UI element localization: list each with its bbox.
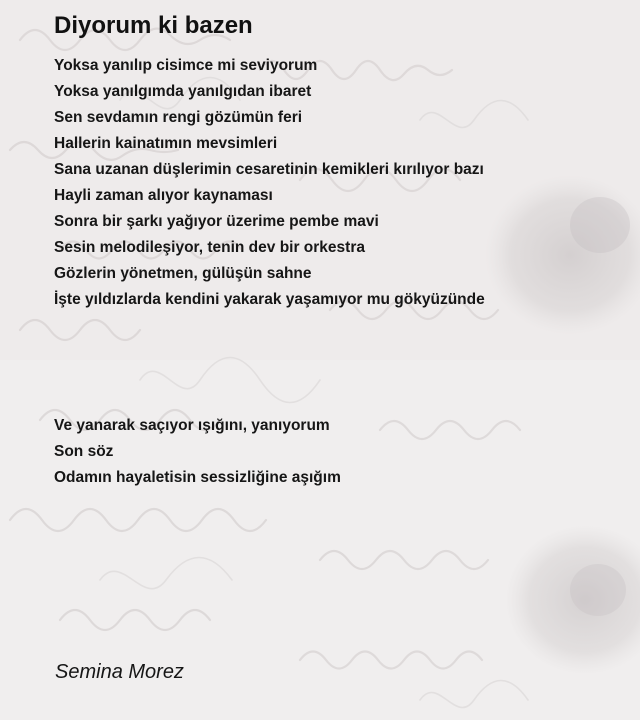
poem-line: Gözlerin yönetmen, gülüşün sahne (54, 265, 312, 282)
poem-line: Ve yanarak saçıyor ışığını, yanıyorum (54, 417, 330, 434)
poem-line: Sonra bir şarkı yağıyor üzerime pembe mavi (54, 213, 379, 230)
poem-line: Sana uzanan düşlerimin cesaretinin kemikleri kırılıyor bazı (54, 161, 484, 178)
poem-line: Yoksa yanılgımda yanılgıdan ibaret (54, 83, 312, 100)
poem-line: Son söz (54, 443, 114, 460)
stanza (54, 53, 485, 313)
poem-line: Hayli zaman alıyor kaynaması (54, 187, 273, 204)
poem-line: Hallerin kainatımın mevsimleri (54, 135, 278, 152)
poem-title: Diyorum ki bazen (54, 12, 253, 39)
poem-line: İşte yıldızlarda kendini yakarak yaşamıyor mu gökyüzünde (54, 291, 485, 308)
poem-author: Semina Morez (55, 661, 184, 683)
poem-line: Yoksa yanılıp cisimce mi seviyorum (54, 57, 318, 74)
poem-line: Sen sevdamın rengi gözümün feri (54, 109, 303, 126)
poem-line: Sesin melodileşiyor, tenin dev bir orkestra (54, 239, 365, 256)
poem-line: Odamın hayaletisin sessizliğine aşığım (54, 469, 341, 486)
stanza (54, 413, 341, 491)
